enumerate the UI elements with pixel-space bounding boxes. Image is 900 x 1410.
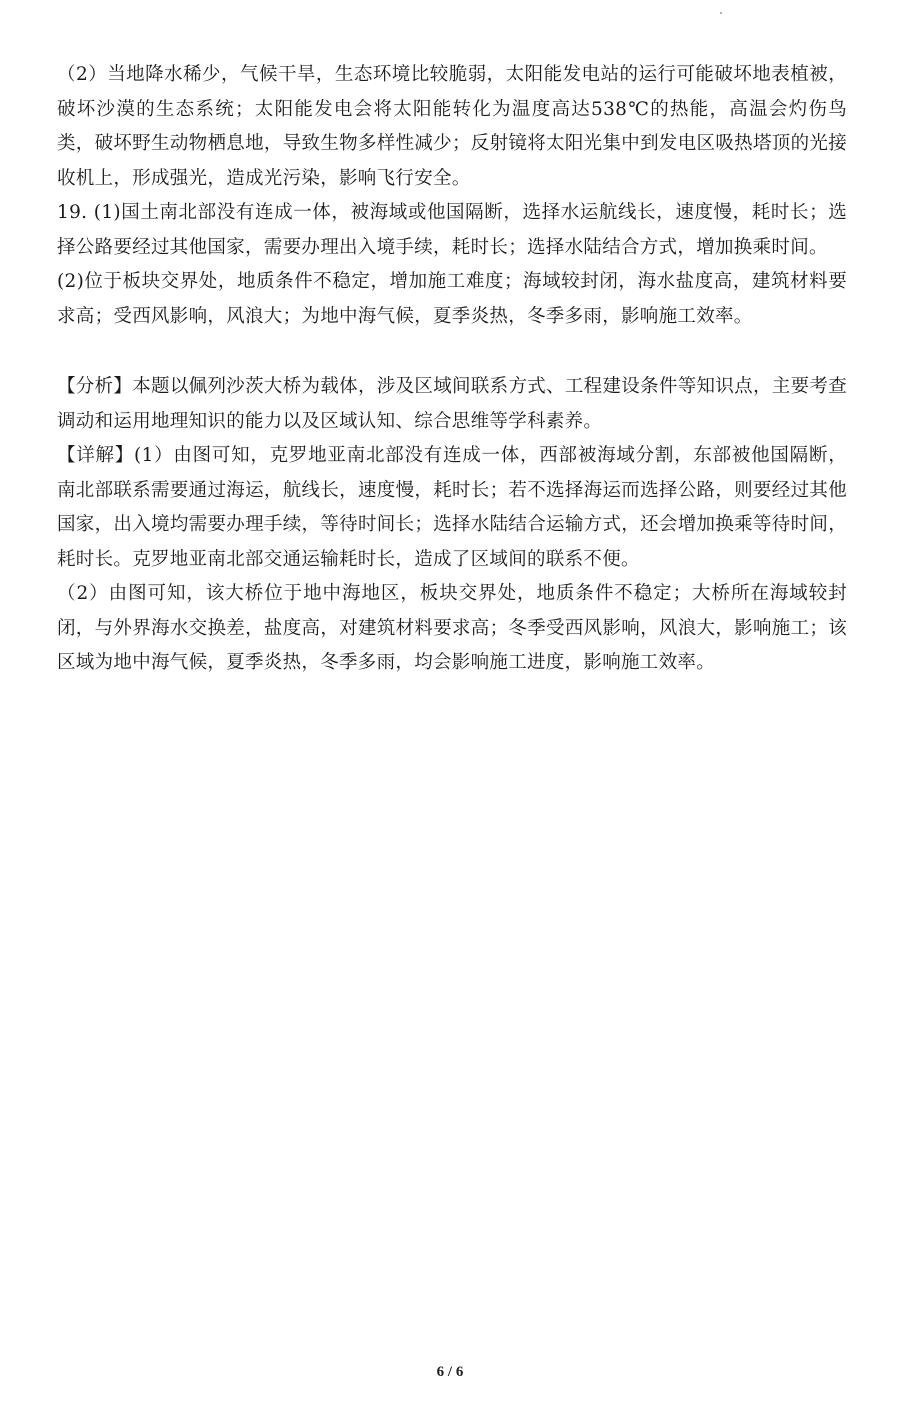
scan-artifact-dot [720,12,722,14]
analysis-text: 本题以佩列沙茨大桥为载体，涉及区域间联系方式、工程建设条件等知识点，主要考查调动和运用地理知识的能力以及区域认知、综合思维等学科素养。 [57,376,848,432]
detail-text-1: (1）由图可知，克罗地亚南北部没有连成一体，西部被海域分割，东部被他国隔断，南北部联系需要通过海运，航线长，速度慢，耗时长；若不选择海运而选择公路，则要经过其他国家，出入境均需要办理手续，等待时间长；选择水陆结合运输方式，还会增加换乘等待时间，耗时长。克罗地亚南北部交通运输耗时长，造成了区域间的联系不便。 [57,445,848,570]
detail-paragraph-1 [57,439,847,577]
detail-label: 【详解】 [57,445,135,466]
analysis-label: 【分析】 [57,376,133,397]
section-gap [57,334,847,370]
answer-q19-part2: (2)位于板块交界处，地质条件不稳定，增加施工难度；海域较封闭，海水盐度高，建筑材料要求高；受西风影响，风浪大；为地中海气候，夏季炎热，冬季多雨，影响施工效率。 [57,271,847,327]
detail-paragraph-2: （2）由图可知，该大桥位于地中海地区，板块交界处，地质条件不稳定；大桥所在海域较封闭，与外界海水交换差，盐度高，对建筑材料要求高；冬季受西风影响，风浪大，影响施工；该区域为地中海气候，夏季炎热，冬季多雨，均会影响施工进度，影响施工效率。 [57,583,847,673]
answer-q18-part2: （2）当地降水稀少，气候干旱，生态环境比较脆弱，太阳能发电站的运行可能破坏地表植被，破坏沙漠的生态系统；太阳能发电会将太阳能转化为温度高达538℃的热能，高温会灼伤鸟类，破坏野生动物栖息地，导致生物多样性减少；反射镜将太阳光集中到发电区吸热塔顶的光接收机上，形成强光，造成光污染，影响飞行安全。 [57,64,847,189]
answer-q19-part1: 19. (1)国土南北部没有连成一体，被海域或他国隔断，选择水运航线长，速度慢，耗时长；选择公路要经过其他国家，需要办理出入境手续，耗时长；选择水陆结合方式，增加换乘时间。 [57,202,847,258]
document-body [57,58,847,681]
analysis-paragraph [57,370,847,439]
page-number: 6 / 6 [436,1364,464,1380]
